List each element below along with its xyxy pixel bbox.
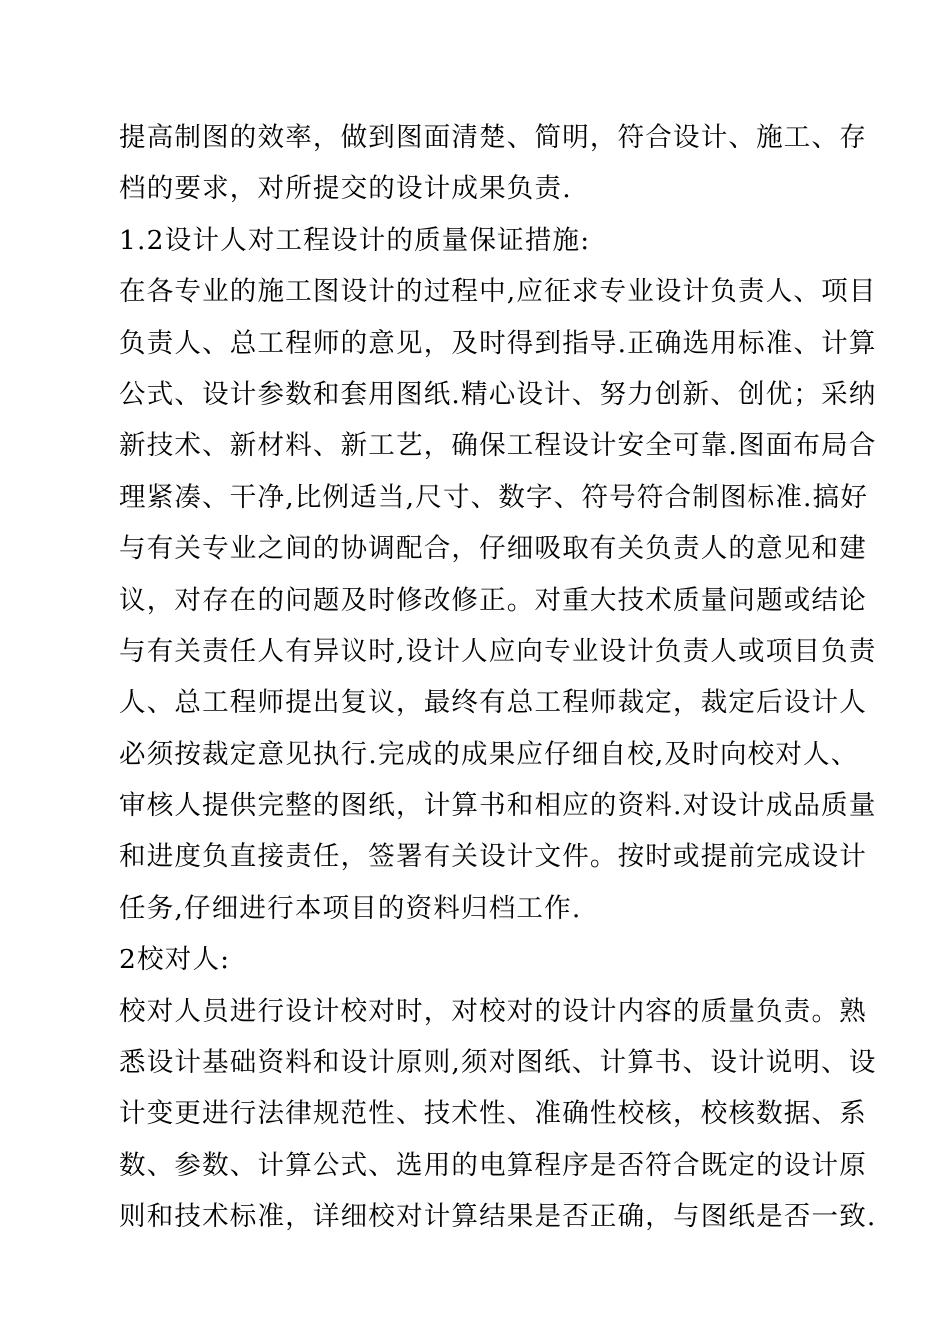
text-line: 则和技术标准，详细校对计算结果是否正确，与图纸是否一致. [119, 1201, 877, 1233]
section-heading: 2校对人: [119, 944, 231, 976]
text-line: 和进度负直接责任，签署有关设计文件。按时或提前完成设计 [119, 841, 867, 873]
text-line: 必须按裁定意见执行.完成的成果应仔细自校,及时向校对人、 [119, 738, 859, 770]
text-line: 理紧凑、干净,比例适当,尺寸、数字、符号符合制图标准.搞好 [119, 481, 869, 513]
text-line: 议，对存在的问题及时修改修正。对重大技术质量问题或结论 [119, 584, 867, 616]
text-line: 与有关责任人有异议时,设计人应向专业设计负责人或项目负责 [119, 635, 877, 667]
text-line: 负责人、总工程师的意见，及时得到指导.正确选用标准、计算 [119, 327, 877, 359]
text-line: 审核人提供完整的图纸，计算书和相应的资料.对设计成品质量 [119, 790, 877, 822]
text-line: 公式、设计参数和套用图纸.精心设计、努力创新、创优；采纳 [119, 378, 877, 410]
text-line: 悉设计基础资料和设计原则,须对图纸、计算书、设计说明、设 [119, 1047, 877, 1079]
text-line: 档的要求，对所提交的设计成果负责. [119, 173, 572, 205]
text-line: 与有关专业之间的协调配合，仔细吸取有关负责人的意见和建 [119, 533, 867, 565]
text-line: 在各专业的施工图设计的过程中,应征求专业设计负责人、项目 [119, 276, 877, 308]
text-line: 计变更进行法律规范性、技术性、准确性校核，校核数据、系 [119, 1098, 867, 1130]
body-text [119, 116, 877, 1247]
section-heading: 1.2设计人对工程设计的质量保证措施: [119, 224, 591, 256]
text-line: 任务,仔细进行本项目的资料归档工作. [119, 892, 582, 924]
text-line: 人、总工程师提出复议，最终有总工程师裁定，裁定后设计人 [119, 687, 867, 719]
text-line: 提高制图的效率，做到图面清楚、简明，符合设计、施工、存 [119, 122, 867, 153]
text-line: 校对人员进行设计校对时，对校对的设计内容的质量负责。熟 [119, 995, 867, 1027]
text-line: 数、参数、计算公式、选用的电算程序是否符合既定的设计原 [119, 1149, 867, 1181]
text-line: 新技术、新材料、新工艺，确保工程设计安全可靠.图面布局合 [119, 430, 877, 462]
